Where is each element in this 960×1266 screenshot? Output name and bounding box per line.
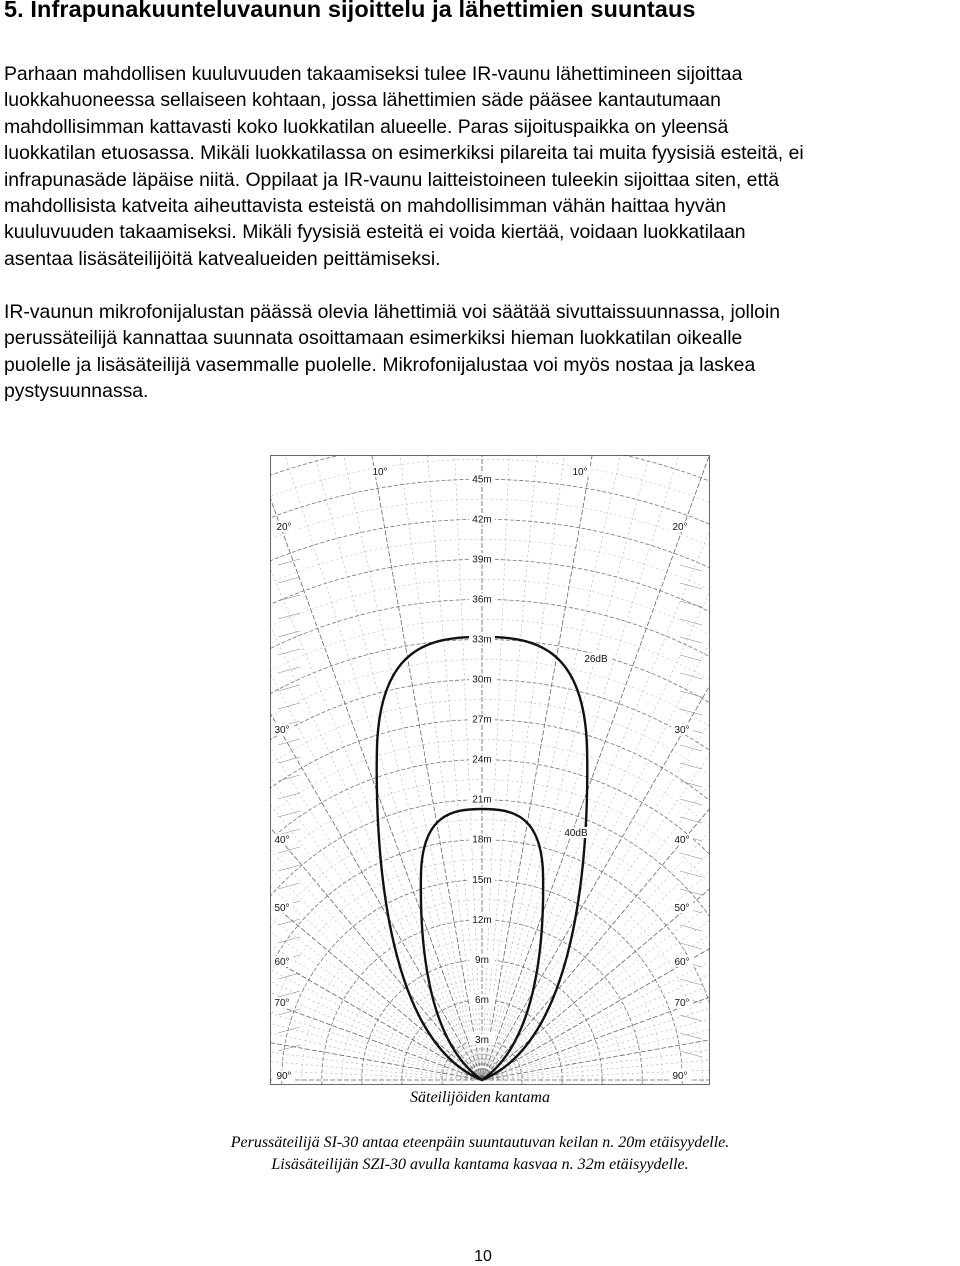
hatch-mark [680, 979, 702, 985]
figure-note-primary: Perussäteilijä SI-30 antaa eteenpäin suuntautuvan keilan n. 20m etäisyydelle. [230, 1134, 730, 1151]
hatch-mark [680, 817, 702, 823]
hatch-mark [680, 745, 702, 751]
paragraph-line: infrapunasäde läpäise niitä. Oppilaat ja IR-vaunu laitteistoineen tuleekin sijoittaa siten, että [4, 168, 780, 191]
angle-ray [482, 700, 710, 1080]
angle-label-left: 50° [274, 903, 290, 914]
angle-ray [443, 455, 482, 1080]
angle-ray [482, 455, 560, 1080]
angle-ray [270, 963, 482, 1080]
hatch-mark [680, 673, 702, 679]
hatch-mark [278, 937, 300, 943]
angle-label-right: 30° [674, 725, 690, 736]
section-heading: 5. Infrapunakuunteluvaunun sijoittelu ja lähettimien suuntaus [4, 0, 696, 22]
angle-label-right: 70° [674, 998, 690, 1009]
distance-label: 12m [472, 914, 492, 926]
range-ring [270, 455, 710, 1085]
distance-label: 24m [472, 754, 492, 766]
distance-label: 36m [472, 594, 492, 606]
range-ring [270, 579, 710, 1085]
level-label: 40dB [564, 828, 588, 839]
angle-ray [270, 924, 482, 1080]
hatch-mark [278, 811, 300, 817]
angle-label-left: 60° [274, 957, 290, 968]
angle-ray [482, 455, 521, 1080]
figure-note-secondary: Lisäsäteilijän SZI-30 avulla kantama kasvaa n. 32m etäisyydelle. [271, 1156, 689, 1173]
hatch-mark [278, 577, 300, 583]
distance-label: 30m [472, 674, 492, 686]
angle-label-left: 40° [274, 835, 290, 846]
level-label: 26dB [584, 654, 608, 665]
hatch-mark [680, 619, 702, 625]
angle-ray [482, 455, 677, 1080]
angle-label-right: 20° [672, 522, 688, 533]
hatch-mark [278, 757, 300, 763]
angle-ray [270, 772, 482, 1080]
angle-ray [270, 596, 482, 1080]
intro-paragraph [4, 61, 960, 272]
angle-label-right: 50° [674, 903, 690, 914]
distance-label: 45m [472, 474, 492, 486]
hatch-mark [278, 649, 300, 655]
radiation-range-diagram [270, 455, 710, 1085]
distance-label: 33m [472, 634, 492, 646]
angle-ray [270, 564, 482, 1080]
hatch-mark [680, 925, 702, 931]
angle-label-right: 60° [674, 957, 690, 968]
distance-label: 3m [475, 1034, 489, 1046]
hatch-mark [278, 883, 300, 889]
paragraph-line: asentaa lisäsäteilijöitä katvealueiden peittämiseksi. [4, 247, 441, 270]
angle-label-left: 30° [274, 725, 290, 736]
hatch-mark [680, 799, 702, 805]
range-ring [270, 820, 710, 1085]
angle-ray [482, 772, 710, 1080]
hatch-mark [680, 1015, 702, 1021]
hatch-mark [680, 889, 702, 895]
distance-label: 15m [472, 874, 492, 886]
paragraph-line: mahdollisimman kattavasti koko luokkatilan alueelle. Paras sijoituspaikka on yleensä [4, 115, 729, 138]
angle-label-left: 70° [274, 998, 290, 1009]
paragraph-line: luokkahuoneessa sellaiseen kohtaan, jossa lähettimien säde pääsee kantautumaan [4, 89, 721, 112]
angle-ray [270, 664, 482, 1080]
angle-label-left: 90° [276, 1071, 292, 1082]
angle-label-left: 20° [276, 522, 292, 533]
angle-label-right: 10° [572, 467, 588, 478]
angle-ray [482, 455, 599, 1080]
angle-ray [482, 501, 710, 1080]
distance-label: 9m [475, 954, 489, 966]
distance-label: 6m [475, 994, 489, 1006]
hatch-mark [680, 763, 702, 769]
hatch-mark [680, 853, 702, 859]
paragraph-line: puolelle ja lisäsäteilijä vasemmalle puolelle. Mikrofonijalustaa voi myös nostaa ja laskea [4, 353, 756, 376]
hatch-mark [680, 601, 702, 607]
hatch-mark [278, 703, 300, 709]
hatch-mark [278, 793, 300, 799]
range-ring [270, 459, 710, 1085]
hatch-mark [680, 565, 702, 571]
paragraph-line: perussäteilijä kannattaa suunnata osoittamaan esimerkiksi hieman luokkatilan oikealle [4, 327, 743, 350]
angle-label-right: 40° [674, 835, 690, 846]
angle-ray [482, 885, 710, 1080]
page-number: 10 [474, 1248, 492, 1265]
range-ring [270, 619, 710, 1085]
angle-label-right: 90° [672, 1071, 688, 1082]
hatch-mark [278, 667, 300, 673]
hatch-mark [278, 631, 300, 637]
angle-ray [270, 809, 482, 1080]
hatch-mark [680, 709, 702, 715]
hatch-mark [278, 559, 300, 565]
paragraph-line: mahdollisista katveita aiheuttavista esteistä on mahdollisimman vähän haittaa hyvän [4, 194, 727, 217]
angle-label-left: 10° [372, 467, 388, 478]
paragraph-line: luokkatilan etuosassa. Mikäli luokkatilassa on esimerkiksi pilareita tai muita fyysisiä esteitä, ei [4, 142, 804, 165]
angle-ray [404, 455, 482, 1080]
distance-label: 18m [472, 834, 492, 846]
paragraph-line: kuuluvuuden takaamiseksi. Mikäli fyysisiä esteitä ei voida kiertää, voidaan luokkatilaan [4, 221, 746, 244]
hatch-mark [278, 847, 300, 853]
hatch-mark [278, 991, 300, 997]
range-ring [270, 639, 710, 1085]
adjustment-paragraph [4, 299, 960, 405]
polar-grid [270, 455, 710, 1085]
angle-ray [287, 455, 482, 1080]
figure-caption: Säteilijöiden kantama [410, 1089, 550, 1106]
hatch-mark [278, 1045, 300, 1051]
angle-ray [270, 1002, 482, 1080]
angle-ray [365, 455, 482, 1080]
paragraph-line: IR-vaunun mikrofonijalustan päässä olevia lähettimiä voi säätää sivuttaissuunnassa, jolloin [4, 301, 781, 323]
hatch-mark [680, 1051, 702, 1057]
hatch-mark [278, 739, 300, 745]
angle-ray [270, 885, 482, 1080]
hatch-mark [680, 1033, 702, 1039]
angle-ray [482, 455, 710, 1080]
range-ring [270, 860, 702, 1085]
distance-label: 27m [472, 714, 492, 726]
hatch-mark [680, 583, 702, 589]
paragraph-line: Parhaan mahdollisen kuuluvuuden takaamiseksi tulee IR-vaunu lähettimineen sijoittaa [4, 63, 743, 85]
angle-ray [482, 630, 710, 1080]
hatch-mark [680, 637, 702, 643]
range-ring [270, 740, 710, 1085]
paragraph-line: pystysuunnassa. [4, 380, 149, 403]
distance-label: 39m [472, 554, 492, 566]
distance-label: 21m [472, 794, 492, 806]
hatch-mark [278, 973, 300, 979]
hatch-mark [680, 655, 702, 661]
hatch-mark [278, 595, 300, 601]
distance-label: 42m [472, 514, 492, 526]
